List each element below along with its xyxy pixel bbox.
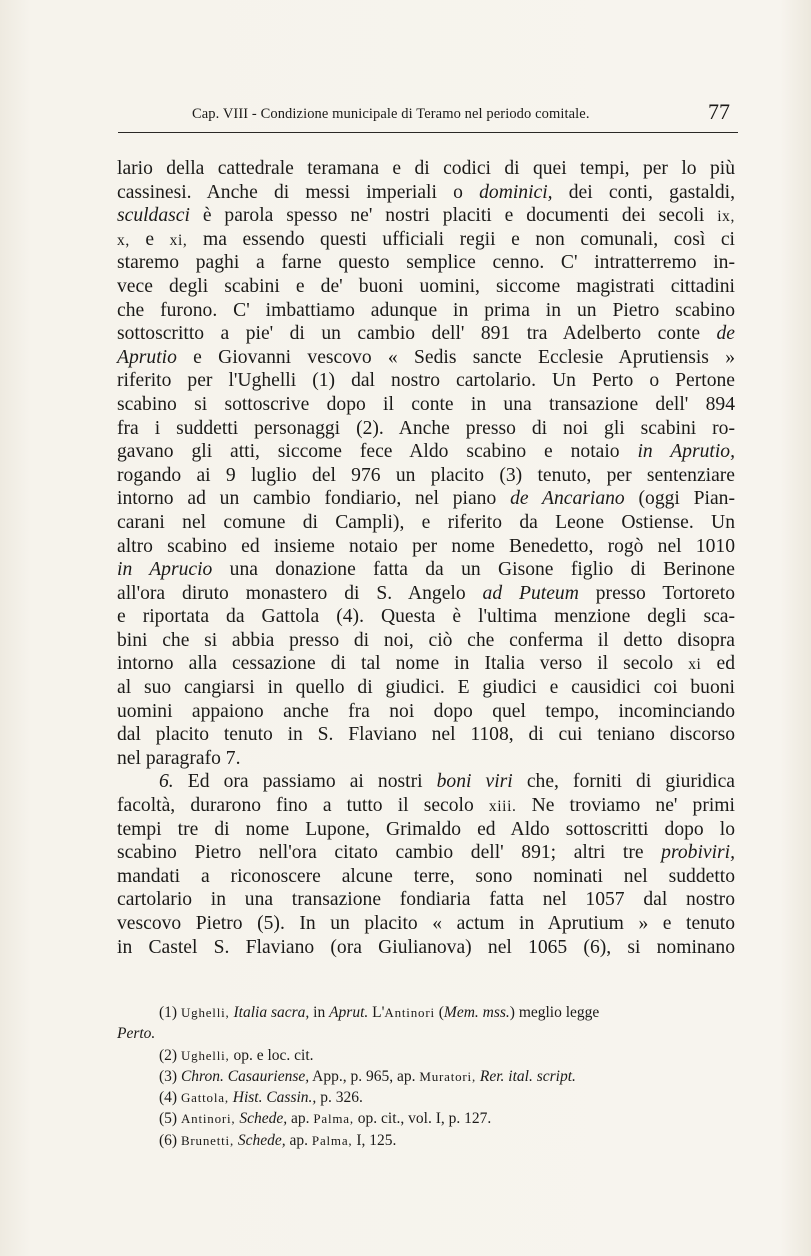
body-text: x, (117, 231, 130, 249)
body-text: xiii. (488, 798, 517, 816)
footnotes (117, 1002, 737, 1151)
body-text: rogando ai 9 luglio del 976 un placito (3) tenuto, per sentenziare (117, 464, 735, 486)
footnote-text: Rer. ital. script. (479, 1067, 576, 1085)
body-text: staremo paghi a farne questo semplice cenno. C' intratterremo in- (117, 252, 735, 274)
footnote-text: Palma, (311, 1132, 353, 1148)
body-text: e riportata da Gattola (4). Questa è l'ultima menzione degli sca- (117, 606, 735, 628)
footnote-text: Antinori, (180, 1111, 236, 1127)
body-text: xi (688, 656, 702, 674)
body-line (117, 652, 735, 676)
footnote-text: (6) (159, 1131, 181, 1149)
body-text: scabino si sottoscrive dopo il conte in una transazione dell' 894 (117, 393, 735, 415)
body-line (117, 251, 735, 275)
footnote-text: (2) (159, 1046, 181, 1064)
body-text: intorno alla cessazione di tal nome in Italia verso il secolo (117, 653, 689, 675)
body-line (117, 369, 735, 393)
body-text: dominici, (479, 181, 553, 203)
body-text: dei conti, gastaldi, (552, 181, 735, 203)
running-title: Cap. VIII - Condizione municipale di Teramo nel periodo comitale. (192, 106, 590, 122)
footnote-text: op. cit., vol. I, p. 127. (353, 1110, 492, 1128)
body-text: ad Puteum (482, 582, 579, 604)
footnote-text: Hist. Cassin., (232, 1089, 317, 1107)
body-line (117, 723, 735, 747)
body-text: che furono. C' imbattiamo adunque in prima in un Pietro scabino (117, 299, 735, 321)
body-line (117, 794, 735, 818)
body-text: riferito per l'Ughelli (1) dal nostro cartolario. Un Perto o Pertone (117, 370, 735, 392)
body-line (117, 558, 735, 582)
footnote-text: Antinori (384, 1005, 435, 1020)
footnote-line (117, 1045, 737, 1066)
footnote-text: ( (434, 1004, 444, 1021)
body-line (117, 511, 735, 535)
body-text: e Giovanni vescovo « Sedis sancte Ecclesie Aprutiensis » (176, 346, 735, 368)
body-text: in Aprutio, (637, 441, 735, 463)
body-line (117, 936, 735, 960)
footnote-text: Perto. (117, 1025, 156, 1043)
page-number: 77 (708, 99, 730, 124)
footnote-text: Ughelli, (180, 1047, 230, 1063)
body-line (117, 747, 735, 771)
footnote-text: Chron. Casauriense, (180, 1067, 310, 1085)
body-text: ed (701, 653, 735, 675)
footnote-text: Schede, (237, 1131, 286, 1149)
body-text: bini che si abbia presso di noi, ciò che conferma il detto disopra (117, 629, 735, 651)
body-line (117, 204, 735, 228)
body-text: Ne troviamo ne' primi (516, 795, 735, 817)
body-text: vescovo Pietro (5). In un placito « actum in Aprutium » e tenuto (117, 913, 735, 934)
body-line (117, 464, 735, 488)
body-text: e (129, 228, 170, 250)
footnote-text: op. e loc. cit. (229, 1046, 314, 1064)
body-text: gavano gli atti, siccome fece Aldo scabino e notaio (117, 441, 638, 463)
body-line (117, 605, 735, 629)
body-text: facoltà, durarono fino a tutto il secolo (117, 795, 489, 817)
body-text: fra i suddetti personaggi (2). Anche presso di noi gli scabini ro- (117, 417, 735, 439)
body-line (117, 535, 735, 559)
body-line (117, 393, 735, 417)
body-text: nel paragrafo 7. (117, 747, 241, 769)
footnote-line (117, 1130, 737, 1151)
footnote-text: Mem. mss. (443, 1004, 510, 1021)
body-text: xi, (169, 231, 188, 249)
body-line (117, 841, 735, 865)
body-text: una donazione fatta da un Gisone figlio di Berinone (212, 559, 735, 581)
body-line (117, 582, 735, 606)
body-line (117, 299, 735, 323)
body-text: ix, (717, 208, 735, 226)
body-line (117, 700, 735, 724)
body-text: tempi tre di nome Lupone, Grimaldo ed Aldo sottoscritti dopo lo (117, 818, 735, 840)
footnote-text: I, 125. (352, 1131, 397, 1149)
body-text: al suo cangiarsi in quello di giudici. E giudici e causidici coi buoni (117, 677, 735, 699)
footnote-text: App., p. 965, ap. (309, 1067, 420, 1085)
footnote-text: p. 326. (316, 1089, 363, 1107)
body-line (117, 322, 735, 346)
footnote-text: (3) (159, 1067, 181, 1085)
body-line (117, 629, 735, 653)
body-text: vece degli scabini e de' buoni uomini, siccome magistrati cittadini (117, 275, 735, 297)
body-text: sottoscritto a pie' di un cambio dell' 891 tra Adelberto conte (117, 323, 717, 345)
body-text: Aprutio (117, 346, 177, 368)
body-line (117, 346, 735, 370)
footnote-text: Ughelli, (180, 1005, 230, 1020)
body-text: scabino Pietro nell'ora citato cambio dell' 891; altri tre (117, 842, 662, 864)
body-line (117, 275, 735, 299)
body-text: uomini appaiono anche fra noi dopo quel tempo, incominciando (117, 700, 735, 722)
body-text: carani nel comune di Campli), e riferito da Leone Ostiense. Un (117, 511, 735, 533)
footnote-line (117, 1108, 737, 1129)
footnote-text: ) meglio legge (509, 1004, 600, 1021)
body-text: intorno ad un cambio fondiario, nel piano (117, 488, 511, 510)
footnote-text: Italia sacra, (233, 1004, 310, 1021)
running-head (118, 98, 738, 133)
body-text: de (716, 323, 735, 345)
body-text: 6. (159, 771, 174, 793)
body-text: in Aprucio (117, 559, 213, 581)
body-text (117, 157, 735, 959)
footnote-text: Schede, (239, 1110, 288, 1128)
body-text: in Castel S. Flaviano (ora Giulianova) nel 1065 (6), si nominano (117, 936, 735, 958)
footnote-line (117, 1066, 737, 1087)
body-text: Ed ora passiamo ai nostri (173, 771, 437, 793)
footnote-text: Aprut. (329, 1004, 369, 1021)
footnote-line (117, 1002, 737, 1023)
footnote-text: (5) (159, 1110, 181, 1128)
body-text: mandati a riconoscere alcune terre, sono nominati nel suddetto (117, 865, 735, 887)
body-line (117, 818, 735, 842)
body-line (117, 888, 735, 912)
body-text: altro scabino ed insieme notaio per nome Benedetto, rogò nel 1010 (117, 535, 735, 557)
body-text: sculdasci (117, 205, 190, 227)
body-text: ma essendo questi ufficiali regii e non comunali, così ci (187, 228, 735, 250)
body-line (117, 181, 735, 205)
body-text: lario della cattedrale teramana e di codici di quei tempi, per lo più (117, 158, 735, 179)
footnote-line (117, 1023, 737, 1044)
footnote-text: Palma, (313, 1111, 354, 1127)
body-line (117, 440, 735, 464)
body-text: all'ora diruto monastero di S. Angelo (117, 582, 483, 604)
footnote-line (117, 1087, 737, 1108)
body-text: probiviri, (661, 842, 735, 864)
body-line (117, 487, 735, 511)
footnote-text: ap. (287, 1110, 314, 1128)
body-line (117, 770, 735, 794)
body-text: boni viri (436, 771, 513, 793)
body-text: è parola spesso ne' nostri placiti e documenti dei secoli (189, 205, 718, 227)
body-text: cassinesi. Anche di messi imperiali o (117, 181, 480, 203)
footnote-text: (4) (159, 1089, 181, 1107)
body-text: de Ancariano (510, 488, 625, 510)
footnote-text: Gattola, (180, 1090, 229, 1106)
footnote-text: ap. (285, 1131, 312, 1149)
body-text: che, forniti di giuridica (512, 771, 735, 793)
body-line (117, 228, 735, 252)
body-line (117, 157, 735, 181)
footnote-text: (1) (159, 1004, 181, 1021)
footnote-text: Brunetti, (180, 1132, 235, 1148)
body-text: dal placito tenuto in S. Flaviano nel 1108, di cui teniano discorso (117, 724, 735, 746)
body-text: (oggi Pian- (624, 488, 736, 510)
body-line (117, 676, 735, 700)
body-text: cartolario in una transazione fondiaria fatta nel 1057 dal nostro (117, 889, 735, 911)
body-line (117, 417, 735, 441)
footnote-text: in (309, 1004, 330, 1021)
body-line (117, 865, 735, 889)
body-text: presso Tortoreto (578, 582, 735, 604)
footnote-text: L' (368, 1004, 385, 1021)
footnote-text: Muratori, (419, 1068, 477, 1084)
body-line (117, 912, 735, 936)
